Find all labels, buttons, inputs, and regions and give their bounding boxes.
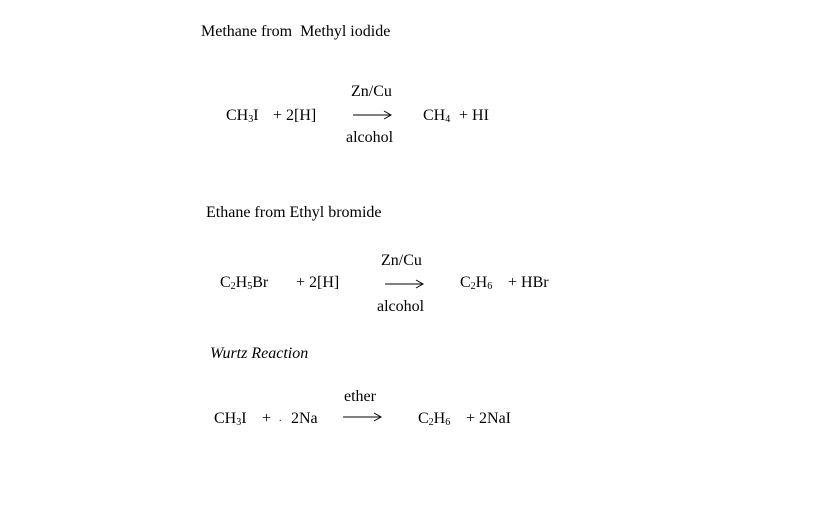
product-ethane: $C_2H_6$	[460, 274, 493, 292]
reactant-ethyl-bromide: $C_2H_5Br$	[220, 274, 269, 292]
reaction-arrow	[343, 411, 383, 423]
heading-methane: Methane from Methyl iodide	[201, 23, 391, 40]
heading-wurtz: Wurtz Reaction	[210, 345, 309, 362]
heading-ethane: Ethane from Ethyl bromide	[206, 204, 382, 221]
reagent-sodium: 2Na	[291, 410, 318, 427]
byproduct-nai: + 2NaI	[466, 410, 512, 427]
reaction-arrow	[385, 278, 425, 290]
solvent-label: ether	[344, 388, 376, 405]
reactant-methyl-iodide: $CH_3I$	[214, 410, 247, 428]
reactant-methyl-iodide: $CH_3I$	[226, 107, 259, 125]
product-ethane: $C_2H_6$	[418, 410, 451, 428]
byproduct-hi: + HI	[459, 107, 489, 124]
reaction-arrow	[353, 109, 393, 121]
product-methane: $CH_4$	[423, 107, 451, 125]
catalyst-label: Zn/Cu	[381, 252, 422, 269]
catalyst-label: Zn/Cu	[351, 83, 392, 100]
plus-sign: +	[262, 410, 272, 427]
reagent-hydrogen: + 2[H]	[296, 274, 340, 291]
solvent-label: alcohol	[346, 129, 394, 146]
stray-dot: .	[279, 413, 282, 424]
solvent-label: alcohol	[377, 298, 425, 315]
reagent-hydrogen: + 2[H]	[273, 107, 317, 124]
byproduct-hbr: + HBr	[508, 274, 549, 291]
